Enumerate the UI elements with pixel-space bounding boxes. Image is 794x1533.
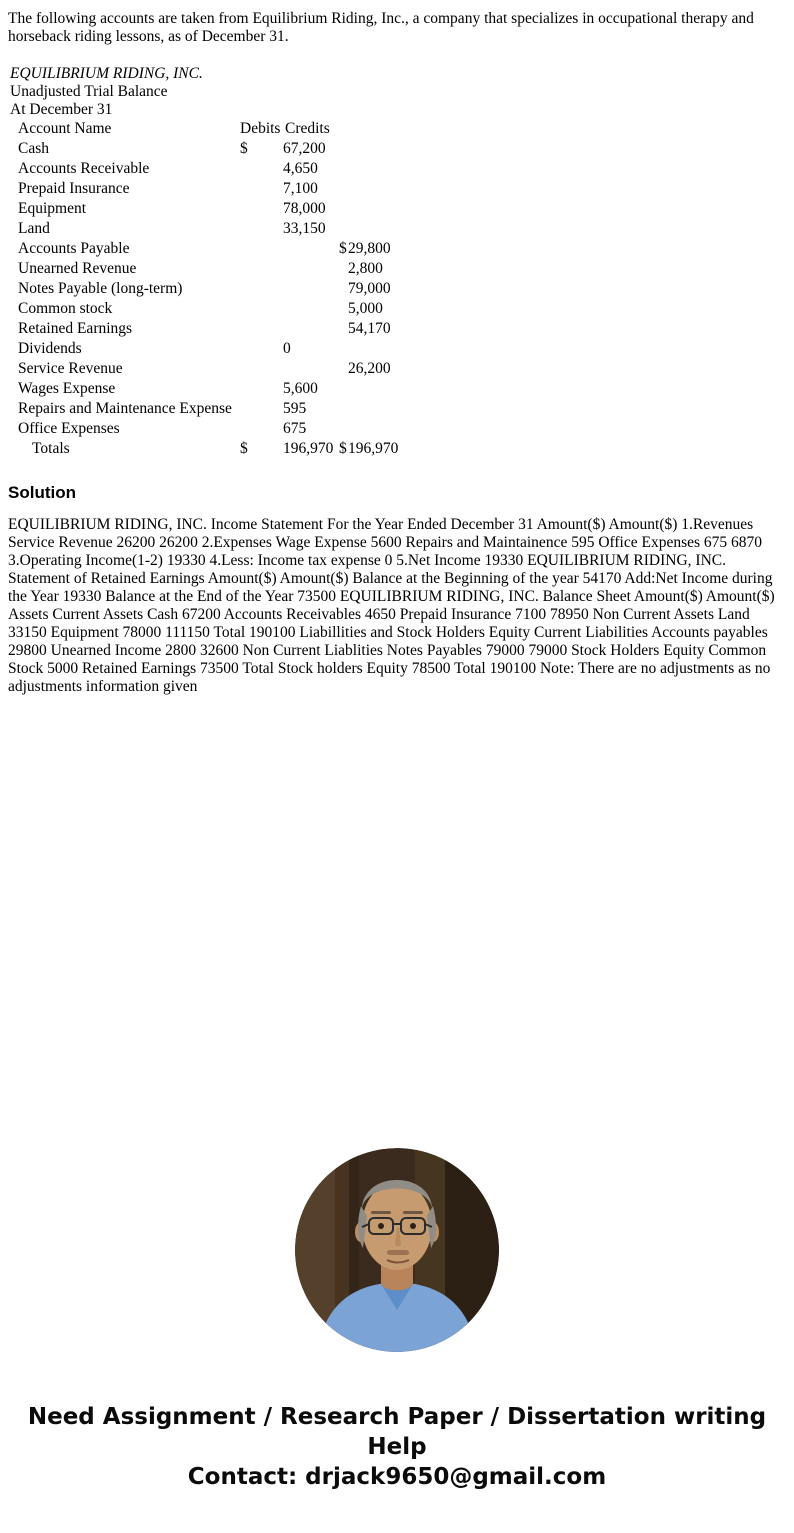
account-name: Cash bbox=[18, 140, 49, 157]
table-row bbox=[10, 179, 794, 199]
debit-currency-symbol bbox=[240, 419, 283, 439]
account-name: Notes Payable (long-term) bbox=[18, 280, 183, 297]
debit-currency-symbol bbox=[240, 259, 283, 279]
debit-amount: 33,150 bbox=[283, 220, 326, 237]
footer-contact-email: Contact: drjack9650@gmail.com bbox=[187, 1464, 607, 1490]
debit-currency-symbol: $ bbox=[240, 140, 248, 157]
credit-currency-symbol: $ bbox=[339, 240, 347, 257]
credit-amount: 26,200 bbox=[348, 360, 391, 377]
debit-amount: 7,100 bbox=[283, 180, 318, 197]
credit-amount bbox=[348, 339, 794, 359]
credit-currency-symbol bbox=[339, 399, 348, 419]
totals-label: Totals bbox=[32, 440, 70, 457]
account-name: Dividends bbox=[18, 340, 82, 357]
credit-currency-symbol bbox=[339, 199, 348, 219]
debit-currency-symbol bbox=[240, 299, 283, 319]
credit-amount bbox=[348, 199, 794, 219]
credit-currency-symbol bbox=[339, 299, 348, 319]
debit-currency-symbol bbox=[240, 359, 283, 379]
credit-currency-symbol bbox=[339, 139, 348, 159]
credit-amount bbox=[348, 379, 794, 399]
table-row bbox=[10, 239, 794, 259]
debit-currency-symbol bbox=[240, 339, 283, 359]
debit-amount bbox=[283, 239, 339, 259]
table-header-row bbox=[10, 119, 794, 139]
debit-currency-symbol bbox=[240, 239, 283, 259]
debit-amount: 675 bbox=[283, 420, 307, 437]
account-name: Common stock bbox=[18, 300, 113, 317]
debit-currency-symbol bbox=[240, 379, 283, 399]
account-name: Equipment bbox=[18, 200, 87, 217]
solution-heading: Solution bbox=[8, 483, 76, 502]
account-name: Prepaid Insurance bbox=[18, 180, 130, 197]
credit-currency-symbol bbox=[339, 339, 348, 359]
header-debits: Debits bbox=[240, 120, 281, 137]
table-row bbox=[10, 419, 794, 439]
account-name: Service Revenue bbox=[18, 360, 123, 377]
trial-balance bbox=[10, 65, 794, 459]
table-row bbox=[10, 399, 794, 419]
debit-amount bbox=[283, 279, 339, 299]
account-name: Accounts Payable bbox=[18, 240, 130, 257]
company-name: EQUILIBRIUM RIDING, INC. bbox=[10, 65, 203, 82]
credit-currency-symbol bbox=[339, 359, 348, 379]
debit-currency-symbol: $ bbox=[240, 440, 248, 457]
table-row bbox=[10, 339, 794, 359]
credit-currency-symbol bbox=[339, 259, 348, 279]
credit-currency-symbol bbox=[339, 159, 348, 179]
debit-amount: 5,600 bbox=[283, 380, 318, 397]
debit-amount bbox=[283, 259, 339, 279]
statement-date: At December 31 bbox=[10, 101, 113, 118]
table-row bbox=[10, 159, 794, 179]
debit-amount bbox=[283, 299, 339, 319]
page bbox=[0, 10, 794, 1492]
debit-amount: 67,200 bbox=[283, 140, 326, 157]
credit-amount: 54,170 bbox=[348, 320, 391, 337]
table-row bbox=[10, 299, 794, 319]
credit-currency-symbol bbox=[339, 279, 348, 299]
credit-amount: 29,800 bbox=[348, 240, 391, 257]
account-name: Wages Expense bbox=[18, 380, 116, 397]
debit-currency-symbol bbox=[240, 279, 283, 299]
credit-currency-symbol bbox=[339, 379, 348, 399]
debit-currency-symbol bbox=[240, 199, 283, 219]
total-credits: 196,970 bbox=[348, 440, 399, 457]
credit-currency-symbol bbox=[339, 319, 348, 339]
debit-amount: 4,650 bbox=[283, 160, 318, 177]
table-row bbox=[10, 199, 794, 219]
total-debits: 196,970 bbox=[283, 440, 334, 457]
account-name: Land bbox=[18, 220, 50, 237]
account-name: Repairs and Maintenance Expense bbox=[18, 400, 232, 417]
debit-amount: 0 bbox=[283, 340, 291, 357]
footer bbox=[0, 1402, 794, 1492]
debit-currency-symbol bbox=[240, 159, 283, 179]
debit-currency-symbol bbox=[240, 179, 283, 199]
table-row bbox=[10, 379, 794, 399]
presenter-photo bbox=[295, 1148, 499, 1352]
credit-amount: 79,000 bbox=[348, 280, 391, 297]
credit-amount: 5,000 bbox=[348, 300, 383, 317]
debit-currency-symbol bbox=[240, 399, 283, 419]
debit-amount bbox=[283, 319, 339, 339]
credit-amount: 2,800 bbox=[348, 260, 383, 277]
credit-currency-symbol: $ bbox=[339, 440, 347, 457]
table-row bbox=[10, 319, 794, 339]
solution-body: EQUILIBRIUM RIDING, INC. Income Statement For the Year Ended December 31 Amount($) Amount($) 1.Revenues Service Revenue 26200 26200 2.Expenses Wage Expense 5600 Repairs and Maintainence 595 Office Expenses 675 6870 3.Operating Income(1-2) 19330 4.Less: Income tax expense 0 5.Net Income 19330 EQUILIBRIUM RIDING, INC. Statement of Retained Earnings Amount($) Amount($) Balance at the Beginning of the year 54170 Add:Net Income during the Year 19330 Balance at the End of the Year 73500 EQUILIBRIUM RIDING, INC. Balance Sheet Amount($) Amount($) Assets Current Assets Cash 67200 Accounts Receivables 4650 Prepaid Insurance 7100 78950 Non Current Assets Land 33150 Equipment 78000 111150 Total 190100 Liabillities and Stock Holders Equity Current Liabilities Accounts payables 29800 Unearned Income 2800 32600 Non Current Liablities Notes Payables 79000 79000 Stock Holders Equity Common Stock 5000 Retained Earnings 73500 Total Stock holders Equity 78500 Total 190100 Note: There are no adjustments as no adjustments information given bbox=[8, 516, 775, 695]
debit-currency-symbol bbox=[240, 319, 283, 339]
account-name: Unearned Revenue bbox=[18, 260, 137, 277]
debit-amount bbox=[283, 359, 339, 379]
presenter-photo-illustration bbox=[295, 1148, 499, 1352]
header-account-name: Account Name bbox=[18, 120, 112, 137]
account-name: Retained Earnings bbox=[18, 320, 133, 337]
table-totals-row bbox=[10, 439, 794, 459]
table-row bbox=[10, 279, 794, 299]
credit-amount bbox=[348, 399, 794, 419]
credit-currency-symbol bbox=[339, 179, 348, 199]
table-row bbox=[10, 139, 794, 159]
debit-currency-symbol bbox=[240, 219, 283, 239]
table-row bbox=[10, 259, 794, 279]
credit-amount bbox=[348, 159, 794, 179]
credit-currency-symbol bbox=[339, 419, 348, 439]
credit-amount bbox=[348, 179, 794, 199]
trial-balance-table bbox=[10, 119, 794, 459]
statement-title: Unadjusted Trial Balance bbox=[10, 83, 168, 100]
debit-amount: 595 bbox=[283, 400, 307, 417]
header-credits: Credits bbox=[285, 120, 330, 137]
credit-currency-symbol bbox=[339, 219, 348, 239]
table-row bbox=[10, 219, 794, 239]
intro-paragraph: The following accounts are taken from Equilibrium Riding, Inc., a company that specializes in occupational therapy and horseback riding lessons, as of December 31. bbox=[8, 10, 754, 45]
account-name: Office Expenses bbox=[18, 420, 120, 437]
credit-amount bbox=[348, 219, 794, 239]
account-name: Accounts Receivable bbox=[18, 160, 150, 177]
credit-amount bbox=[348, 419, 794, 439]
table-row bbox=[10, 359, 794, 379]
debit-amount: 78,000 bbox=[283, 200, 326, 217]
credit-amount bbox=[348, 139, 794, 159]
footer-help-text: Need Assignment / Research Paper / Dissertation writing Help bbox=[27, 1404, 767, 1460]
